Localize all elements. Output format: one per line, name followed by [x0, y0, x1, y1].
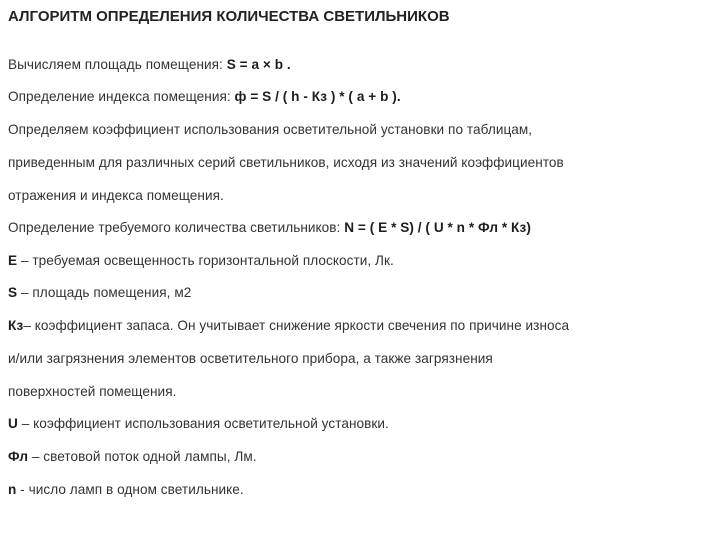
definition-e: [8, 253, 394, 268]
text-line-count-formula: [8, 220, 531, 235]
definition-s: [8, 285, 191, 300]
text-line: приведенным для различных серий светильников, исходя из значений коэффициентов: [8, 155, 564, 170]
definition-fl: [8, 449, 257, 464]
definition-text: – световой поток одной лампы, Лм.: [28, 449, 257, 464]
line-text: Вычисляем площадь помещения:: [8, 57, 227, 72]
text-line-index-formula: [8, 89, 401, 104]
symbol-fl: Фл: [8, 449, 28, 464]
text-line: Определяем коэффициент использования осветительной установки по таблицам,: [8, 122, 533, 137]
definition-text: – коэффициент использования осветительной установки.: [17, 416, 389, 431]
text-line: и/или загрязнения элементов осветительного прибора, а также загрязнения: [8, 351, 493, 366]
definition-text: – коэффициент запаса. Он учитывает снижение яркости свечения по причине износа: [23, 318, 570, 333]
definition-u: [8, 416, 389, 431]
area-formula: S = a × b .: [226, 57, 291, 72]
slide-title: АЛГОРИТМ ОПРЕДЕЛЕНИЯ КОЛИЧЕСТВА СВЕТИЛЬНИКОВ: [8, 8, 450, 25]
text-line: отражения и индекса помещения.: [8, 188, 224, 203]
count-formula: N = ( E * S) / ( U * n * Фл * Кз): [344, 220, 531, 235]
text-line-area-formula: [8, 57, 291, 72]
definition-n: [8, 482, 244, 497]
symbol-kz: Кз: [8, 318, 24, 333]
symbol-s: S: [8, 285, 18, 300]
definition-text: – площадь помещения, м2: [17, 285, 192, 300]
line-text: Определение требуемого количества светильников:: [8, 220, 345, 235]
index-formula: ф = S / ( h - Кз ) * ( a + b ).: [234, 89, 401, 104]
definition-kz: [8, 318, 569, 333]
definition-text: - число ламп в одном светильнике.: [16, 482, 244, 497]
symbol-n: n: [8, 482, 17, 497]
line-text: Определение индекса помещения:: [8, 89, 235, 104]
text-line: поверхностей помещения.: [8, 384, 177, 399]
symbol-e: Е: [8, 253, 18, 268]
definition-text: – требуемая освещенность горизонтальной плоскости, Лк.: [17, 253, 394, 268]
symbol-u: U: [8, 416, 18, 431]
